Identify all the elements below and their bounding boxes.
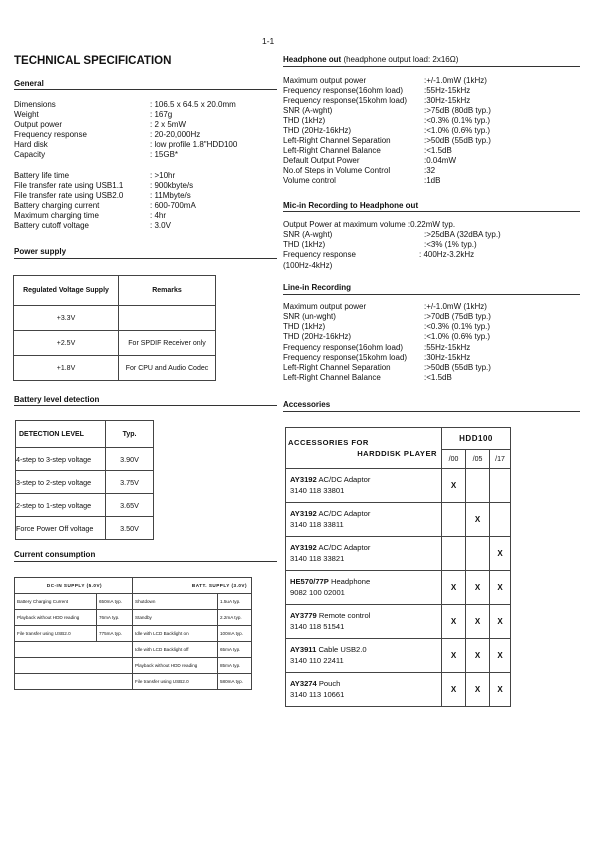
general-block: [14, 100, 279, 230]
table-row: [286, 537, 511, 571]
accessory-number: 3140 113 10661: [290, 689, 345, 699]
table-cell: Idle with LCD Backlight on: [133, 626, 218, 642]
spec-label: THD (1kHz): [283, 240, 326, 249]
table-row: [286, 639, 511, 673]
accessory-mark: X: [466, 605, 490, 639]
general-label: Weight: [14, 110, 39, 119]
spec-line: Output Power at maximum volume :0.22mW typ.: [283, 220, 456, 229]
table-cell: Idle with LCD Backlight off: [133, 642, 218, 658]
accessory-mark: X: [442, 639, 466, 673]
general-label: File transfer rate using USB2.0: [14, 191, 124, 200]
headphone-rule: [283, 66, 580, 67]
accessory-name: AC/DC Adaptor: [316, 543, 371, 552]
accessories-header-line1: ACCESSORIES FOR: [288, 438, 369, 447]
general-value: : 20-20,000Hz: [150, 130, 201, 139]
accessory-item: [286, 673, 442, 707]
table-cell: File transfer using USB2.0: [15, 626, 97, 642]
line-in-rule: [283, 294, 580, 295]
general-value: : 900kbyte/s: [150, 181, 194, 190]
accessory-name: AC/DC Adaptor: [316, 475, 371, 484]
accessory-mark: X: [466, 571, 490, 605]
spec-value: :<3% (1% typ.): [424, 240, 477, 249]
accessory-name: Remote control: [316, 611, 371, 620]
table-cell: Standby: [133, 610, 218, 626]
accessory-number: 3140 118 51541: [290, 621, 345, 631]
spec-label: THD (1kHz): [283, 116, 326, 125]
accessory-mark: X: [490, 639, 511, 673]
table-cell: Shutdown: [133, 594, 218, 610]
spec-label: Maximum output power: [283, 302, 367, 311]
accessory-name: Headphone: [328, 577, 371, 586]
table-cell: 85mA typ.: [218, 658, 252, 674]
table-cell: 76mA typ.: [97, 610, 133, 626]
spec-label: Frequency response: [283, 250, 356, 259]
table-cell: For CPU and Audio Codec: [119, 356, 216, 381]
headphone-heading-title: Headphone out: [283, 55, 342, 64]
table-cell: For SPDIF Receiver only: [119, 331, 216, 356]
table-cell: 3.90V: [106, 448, 154, 471]
table-cell: +3.3V: [14, 306, 119, 331]
accessory-mark: X: [490, 537, 511, 571]
battery-level-rule: [14, 405, 277, 406]
general-value: : 4hr: [150, 211, 167, 220]
page-number: 1-1: [262, 36, 275, 46]
table-header: DETECTION LEVEL: [16, 421, 106, 448]
accessories-rule: [283, 411, 580, 412]
spec-label: SNR (A-wght): [283, 106, 333, 115]
spec-value: : 400Hz-3.2kHz: [419, 250, 475, 259]
spec-value: :+/-1.0mW (1kHz): [424, 76, 487, 85]
table-row: [286, 605, 511, 639]
table-cell: 775mA typ.: [97, 626, 133, 642]
general-value: : 106.5 x 64.5 x 20.0mm: [150, 100, 236, 109]
spec-value: :30Hz-15kHz: [424, 353, 471, 362]
spec-label: Left-Right Channel Separation: [283, 136, 391, 145]
spec-value: :<1.0% (0.6% typ.): [424, 332, 491, 341]
spec-value: :>75dB (80dB typ.): [424, 106, 491, 115]
table-cell: Force Power Off voltage: [16, 517, 106, 540]
accessory-mark: [490, 503, 511, 537]
spec-value: :30Hz-15kHz: [424, 96, 471, 105]
accessory-item: [286, 537, 442, 571]
accessories-variant: /05: [466, 450, 490, 469]
spec-label: THD (20Hz-16kHz): [283, 126, 352, 135]
table-row: [286, 673, 511, 707]
spec-value: :>70dB (75dB typ.): [424, 312, 491, 321]
spec-label: Frequency response(15kohm load): [283, 353, 408, 362]
general-value: : low profile 1.8"HDD100: [150, 140, 238, 149]
accessory-mark: X: [442, 673, 466, 707]
power-supply-heading: Power supply: [14, 247, 67, 256]
table-header: Regulated Voltage Supply: [14, 276, 119, 306]
table-cell: 3.75V: [106, 471, 154, 494]
table-cell: 3-step to 2-step voltage: [16, 471, 106, 494]
table-cell: 65mA typ.: [218, 642, 252, 658]
headphone-block: [283, 76, 580, 191]
spec-label: THD (20Hz-16kHz): [283, 332, 352, 341]
spec-value: :<0.3% (0.1% typ.): [424, 322, 491, 331]
spec-label: Left-Right Channel Balance: [283, 373, 381, 382]
battery-level-heading: Battery level detection: [14, 395, 100, 404]
accessories-header-cell: [286, 428, 442, 469]
spec-label: Frequency response(15kohm load): [283, 96, 408, 105]
accessory-name: Pouch: [316, 679, 341, 688]
current-heading: Current consumption: [14, 550, 96, 559]
spec-label: Left-Right Channel Separation: [283, 363, 391, 372]
spec-label: No.of Steps in Volume Control: [283, 166, 391, 175]
page-title: TECHNICAL SPECIFICATION: [14, 55, 172, 67]
accessory-mark: X: [442, 571, 466, 605]
general-value: : 167g: [150, 110, 173, 119]
spec-label: THD (1kHz): [283, 322, 326, 331]
general-heading: General: [14, 79, 44, 88]
headphone-heading: [283, 55, 458, 64]
accessory-code: AY3192: [290, 543, 317, 552]
accessory-mark: X: [466, 673, 490, 707]
table-cell: 3.50V: [106, 517, 154, 540]
spec-label: SNR (A-wght): [283, 230, 333, 239]
general-label: Battery life time: [14, 171, 70, 180]
table-cell: 2-step to 1-step voltage: [16, 494, 106, 517]
accessory-code: AY3274: [290, 679, 317, 688]
mic-in-heading: Mic-in Recording to Headphone out: [283, 201, 419, 210]
general-value: : 2 x 5mW: [150, 120, 187, 129]
accessory-code: AY3192: [290, 509, 317, 518]
headphone-heading-note: (headphone output load: 2x16Ω): [341, 55, 459, 64]
accessory-mark: [490, 469, 511, 503]
accessory-mark: [466, 537, 490, 571]
general-value: : 3.0V: [150, 221, 171, 230]
spec-label: Left-Right Channel Balance: [283, 146, 381, 155]
accessory-number: 3140 118 33801: [290, 485, 345, 495]
line-in-heading: Line-in Recording: [283, 283, 351, 292]
spec-value: :+/-1.0mW (1kHz): [424, 302, 487, 311]
accessory-name: AC/DC Adaptor: [316, 509, 371, 518]
accessory-item: [286, 639, 442, 673]
accessory-item: [286, 469, 442, 503]
table-cell: File transfer using USB2.0: [133, 674, 218, 690]
accessory-code: AY3779: [290, 611, 317, 620]
current-rule: [14, 561, 277, 562]
accessory-item: [286, 503, 442, 537]
table-cell: [15, 674, 133, 690]
line-in-block: [283, 302, 580, 384]
accessory-name: Cable USB2.0: [316, 645, 367, 654]
accessories-table: [285, 427, 511, 707]
table-cell: 650mA typ.: [97, 594, 133, 610]
table-cell: 2.2mA typ.: [218, 610, 252, 626]
general-rule: [14, 89, 277, 90]
accessory-number: 9082 100 02001: [290, 587, 345, 597]
general-label: Capacity: [14, 150, 46, 159]
accessories-variant: /17: [490, 450, 511, 469]
general-label: Maximum charging time: [14, 211, 99, 220]
table-cell: +1.8V: [14, 356, 119, 381]
accessory-mark: X: [466, 503, 490, 537]
general-value: : 11Mbyte/s: [150, 191, 191, 200]
accessory-mark: X: [490, 673, 511, 707]
accessory-number: 3140 110 22411: [290, 655, 344, 665]
table-cell: [119, 306, 216, 331]
accessory-item: [286, 571, 442, 605]
general-label: File transfer rate using USB1.1: [14, 181, 124, 190]
spec-value: :>50dB (55dB typ.): [424, 363, 491, 372]
general-label: Battery charging current: [14, 201, 100, 210]
table-cell: 100mA typ.: [218, 626, 252, 642]
general-value: : >10hr: [150, 171, 176, 180]
general-label: Frequency response: [14, 130, 87, 139]
spec-value: :<0.3% (0.1% typ.): [424, 116, 491, 125]
power-supply-rule: [14, 258, 277, 259]
accessory-mark: [442, 537, 466, 571]
accessories-header-line2: HARDDISK PLAYER: [357, 449, 437, 458]
general-label: Battery cutoff voltage: [14, 221, 90, 230]
table-cell: Playback without HDD reading: [133, 658, 218, 674]
spec-label: Frequency response(16ohm load): [283, 86, 404, 95]
general-label: Output power: [14, 120, 63, 129]
spec-value: :<1.0% (0.6% typ.): [424, 126, 491, 135]
general-label: Hard disk: [14, 140, 48, 149]
table-row: [286, 469, 511, 503]
spec-value: :55Hz-15kHz: [424, 343, 471, 352]
spec-value: :32: [424, 166, 436, 175]
accessories-variant: /00: [442, 450, 466, 469]
spec-label: Volume control: [283, 176, 336, 185]
accessory-mark: X: [442, 469, 466, 503]
accessories-model: HDD100: [442, 428, 511, 450]
accessory-mark: [466, 469, 490, 503]
spec-label: Default Output Power: [283, 156, 360, 165]
accessory-mark: X: [466, 639, 490, 673]
general-label: Dimensions: [14, 100, 56, 109]
table-cell: 4-step to 3-step voltage: [16, 448, 106, 471]
spec-value: :>25dBA (32dBA typ.): [424, 230, 501, 239]
table-row: [286, 503, 511, 537]
table-cell: +2.5V: [14, 331, 119, 356]
accessories-heading: Accessories: [283, 400, 331, 409]
spec-value: :0.04mW: [424, 156, 457, 165]
accessory-mark: X: [490, 605, 511, 639]
spec-value: :1dB: [424, 176, 441, 185]
mic-in-block: [283, 220, 580, 272]
spec-label: SNR (un-wght): [283, 312, 336, 321]
table-row: [286, 571, 511, 605]
general-value: : 600-700mA: [150, 201, 196, 210]
accessory-item: [286, 605, 442, 639]
spec-label: Maximum output power: [283, 76, 367, 85]
accessory-number: 3140 118 33811: [290, 519, 344, 529]
current-table: [14, 577, 252, 690]
table-header: Typ.: [106, 421, 154, 448]
accessory-code: AY3192: [290, 475, 317, 484]
table-cell: [15, 642, 133, 658]
table-cell: Playback without HDD reading: [15, 610, 97, 626]
power-supply-table: [13, 275, 216, 381]
table-header: BATT. SUPPLY (3.0V): [133, 578, 252, 594]
accessory-number: 3140 118 33821: [290, 553, 345, 563]
table-cell: 3.65V: [106, 494, 154, 517]
accessory-mark: X: [442, 605, 466, 639]
accessory-mark: X: [490, 571, 511, 605]
table-cell: 1.5uA typ.: [218, 594, 252, 610]
accessory-mark: [442, 503, 466, 537]
mic-in-rule: [283, 211, 580, 212]
table-header: Remarks: [119, 276, 216, 306]
accessory-code: AY3911: [290, 645, 317, 654]
general-value: : 15GB*: [150, 150, 179, 159]
table-cell: Battery Charging Current: [15, 594, 97, 610]
table-header: DC-IN SUPPLY (5.0V): [15, 578, 133, 594]
table-cell: 580mA typ.: [218, 674, 252, 690]
spec-value: :>50dB (55dB typ.): [424, 136, 491, 145]
table-cell: [15, 658, 133, 674]
spec-value: :<1.5dB: [424, 373, 452, 382]
spec-label: Frequency response(16ohm load): [283, 343, 404, 352]
spec-value: :<1.5dB: [424, 146, 452, 155]
spec-value: :55Hz-15kHz: [424, 86, 471, 95]
spec-line: (100Hz-4kHz): [283, 261, 333, 270]
battery-level-table: [15, 420, 154, 540]
accessory-code: HE570/77P: [290, 577, 329, 586]
